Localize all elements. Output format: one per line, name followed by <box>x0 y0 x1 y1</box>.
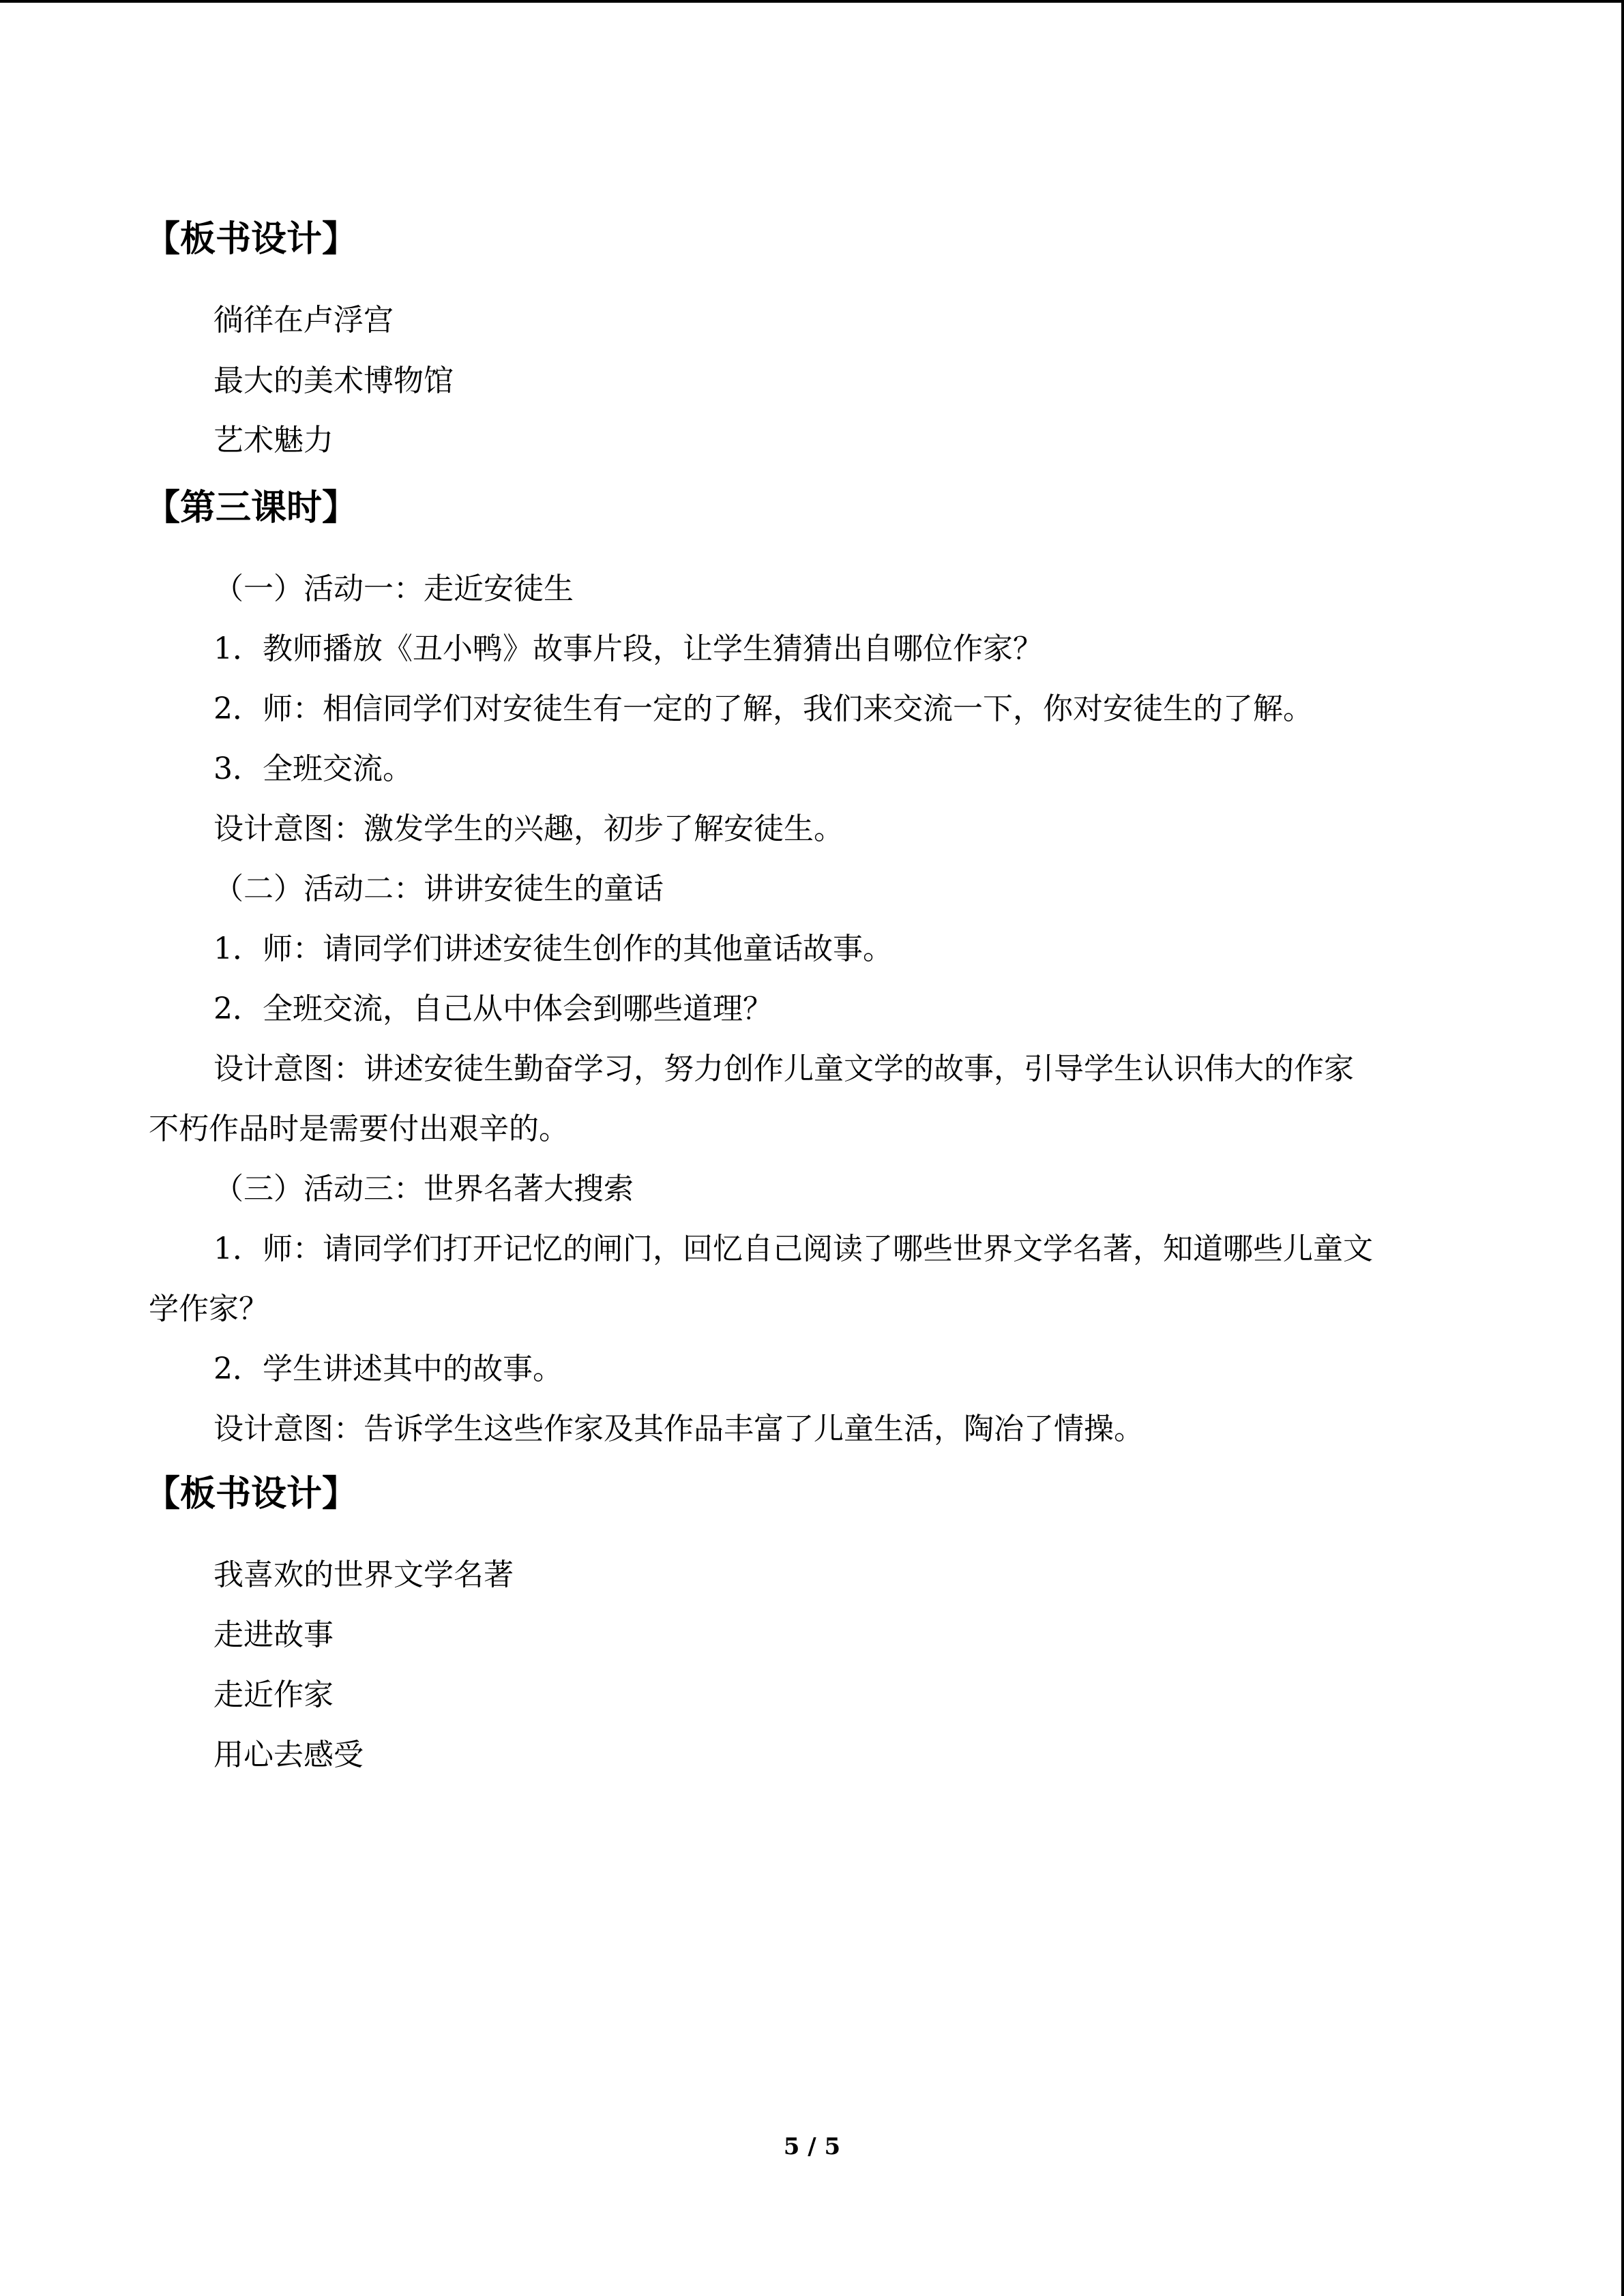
lesson3-line-1: （一）活动一：走近安徒生 <box>213 571 574 606</box>
lesson3-line-13: 学作家？ <box>149 1292 269 1326</box>
lesson3-line-3: 2．师：相信同学们对安徒生有一定的了解，我们来交流一下，你对安徒生的了解。 <box>213 691 1313 726</box>
lesson3-line-5: 设计意图：激发学生的兴趣，初步了解安徒生。 <box>213 811 844 846</box>
lesson3-line-10: 不朽作品时是需要付出艰辛的。 <box>149 1112 569 1146</box>
lesson3-line-14: 2．学生讲述其中的故事。 <box>213 1352 563 1386</box>
lesson3-line-15: 设计意图：告诉学生这些作家及其作品丰富了儿童生活，陶冶了情操。 <box>213 1412 1144 1446</box>
board1-line-3: 艺术魅力 <box>213 423 334 458</box>
board1-line-2: 最大的美术博物馆 <box>213 363 454 398</box>
section-heading-board-design-1: 【板书设计】 <box>145 219 358 260</box>
board2-line-1: 我喜欢的世界文学名著 <box>213 1557 514 1592</box>
lesson3-line-8: 2．全班交流，自己从中体会到哪些道理？ <box>213 992 773 1026</box>
board1-line-1: 徜徉在卢浮宫 <box>213 303 394 338</box>
lesson3-line-11: （三）活动三：世界名著大搜索 <box>213 1172 634 1206</box>
board2-line-3: 走近作家 <box>213 1678 334 1712</box>
lesson3-line-6: （二）活动二：讲讲安徒生的童话 <box>213 871 664 906</box>
board2-line-2: 走进故事 <box>213 1617 334 1652</box>
lesson3-line-7: 1．师：请同学们讲述安徒生创作的其他童话故事。 <box>213 931 893 966</box>
board2-line-4: 用心去感受 <box>213 1738 364 1772</box>
lesson3-line-12: 1．师：请同学们打开记忆的闸门，回忆自己阅读了哪些世界文学名著，知道哪些儿童文 <box>213 1232 1373 1266</box>
section-heading-board-design-2: 【板书设计】 <box>145 1474 358 1515</box>
section-heading-lesson-3: 【第三课时】 <box>145 488 358 528</box>
page-number: 5 / 5 <box>783 2133 841 2160</box>
lesson3-line-4: 3．全班交流。 <box>213 751 413 786</box>
lesson3-line-9: 设计意图：讲述安徒生勤奋学习，努力创作儿童文学的故事，引导学生认识伟大的作家 <box>213 1052 1354 1086</box>
lesson3-line-2: 1．教师播放《丑小鸭》故事片段，让学生猜猜出自哪位作家？ <box>213 631 1043 666</box>
